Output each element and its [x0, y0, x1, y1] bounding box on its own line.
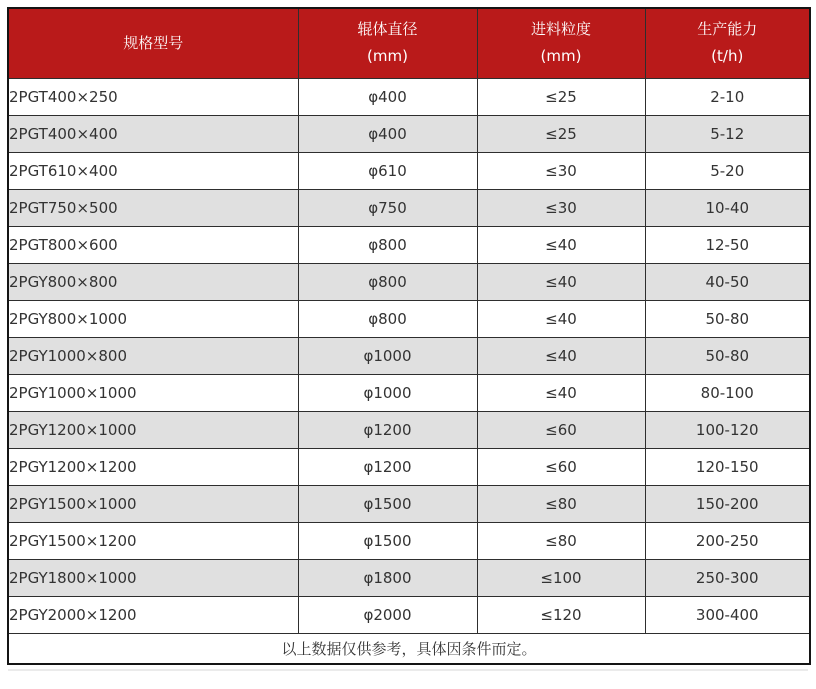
footnote-row — [8, 633, 810, 664]
header-row — [8, 8, 810, 78]
cell-model: 2PGY800×800 — [8, 263, 298, 300]
cell-capacity: 120-150 — [645, 448, 810, 485]
cell-model: 2PGT610×400 — [8, 152, 298, 189]
spec-table — [7, 7, 811, 665]
col-header-feed-size — [477, 8, 645, 78]
cell-capacity: 10-40 — [645, 189, 810, 226]
table-row — [8, 78, 810, 115]
cell-model: 2PGY1500×1000 — [8, 485, 298, 522]
cell-feed-size: ≤25 — [477, 78, 645, 115]
cell-diameter: φ1200 — [298, 448, 477, 485]
cell-diameter: φ400 — [298, 115, 477, 152]
cell-feed-size: ≤80 — [477, 485, 645, 522]
cell-feed-size: ≤30 — [477, 152, 645, 189]
table-row — [8, 189, 810, 226]
cell-capacity: 12-50 — [645, 226, 810, 263]
cell-capacity: 40-50 — [645, 263, 810, 300]
cell-diameter: φ1500 — [298, 522, 477, 559]
table-row — [8, 596, 810, 633]
col-header-diameter-title: 辊体直径 — [357, 20, 418, 39]
cell-diameter: φ2000 — [298, 596, 477, 633]
cell-feed-size: ≤25 — [477, 115, 645, 152]
cell-feed-size: ≤60 — [477, 411, 645, 448]
cell-diameter: φ800 — [298, 263, 477, 300]
col-header-capacity-title: 生产能力 — [697, 20, 758, 39]
cell-capacity: 50-80 — [645, 337, 810, 374]
col-header-model — [8, 8, 298, 78]
cell-diameter: φ400 — [298, 78, 477, 115]
cell-capacity: 200-250 — [645, 522, 810, 559]
cell-capacity: 2-10 — [645, 78, 810, 115]
cell-capacity: 5-20 — [645, 152, 810, 189]
cell-feed-size: ≤80 — [477, 522, 645, 559]
cell-feed-size: ≤100 — [477, 559, 645, 596]
table-row — [8, 411, 810, 448]
table-body — [8, 78, 810, 633]
cell-capacity: 50-80 — [645, 300, 810, 337]
cell-model: 2PGY1000×800 — [8, 337, 298, 374]
col-header-feed-size-unit: (mm) — [540, 47, 582, 66]
cell-model: 2PGY1000×1000 — [8, 374, 298, 411]
cell-capacity: 5-12 — [645, 115, 810, 152]
cell-model: 2PGT400×250 — [8, 78, 298, 115]
cell-feed-size: ≤40 — [477, 337, 645, 374]
cell-capacity: 100-120 — [645, 411, 810, 448]
table-row — [8, 337, 810, 374]
cell-feed-size: ≤60 — [477, 448, 645, 485]
table-header — [8, 8, 810, 78]
cell-diameter: φ800 — [298, 226, 477, 263]
footnote-text: 以上数据仅供参考，具体因条件而定。 — [8, 633, 810, 664]
cell-model: 2PGT400×400 — [8, 115, 298, 152]
table-row — [8, 300, 810, 337]
cell-feed-size: ≤30 — [477, 189, 645, 226]
cell-model: 2PGT800×600 — [8, 226, 298, 263]
table-row — [8, 374, 810, 411]
cell-feed-size: ≤120 — [477, 596, 645, 633]
table-row — [8, 522, 810, 559]
table-row — [8, 152, 810, 189]
cell-model: 2PGY1200×1000 — [8, 411, 298, 448]
cell-feed-size: ≤40 — [477, 374, 645, 411]
cell-feed-size: ≤40 — [477, 300, 645, 337]
cell-model: 2PGT750×500 — [8, 189, 298, 226]
cell-diameter: φ800 — [298, 300, 477, 337]
cell-model: 2PGY1200×1200 — [8, 448, 298, 485]
col-header-diameter — [298, 8, 477, 78]
col-header-model-title: 规格型号 — [123, 33, 184, 52]
cell-model: 2PGY1500×1200 — [8, 522, 298, 559]
cell-diameter: φ1000 — [298, 337, 477, 374]
cell-model: 2PGY1800×1000 — [8, 559, 298, 596]
cell-capacity: 80-100 — [645, 374, 810, 411]
table-row — [8, 263, 810, 300]
cell-feed-size: ≤40 — [477, 226, 645, 263]
cell-diameter: φ750 — [298, 189, 477, 226]
cell-capacity: 150-200 — [645, 485, 810, 522]
cell-feed-size: ≤40 — [477, 263, 645, 300]
bottom-shadow-divider — [8, 669, 808, 671]
table-row — [8, 115, 810, 152]
cell-diameter: φ1200 — [298, 411, 477, 448]
cell-diameter: φ610 — [298, 152, 477, 189]
cell-capacity: 250-300 — [645, 559, 810, 596]
cell-diameter: φ1000 — [298, 374, 477, 411]
cell-capacity: 300-400 — [645, 596, 810, 633]
cell-diameter: φ1800 — [298, 559, 477, 596]
col-header-feed-size-title: 进料粒度 — [530, 20, 591, 39]
col-header-capacity-unit: (t/h) — [711, 47, 744, 66]
table-row — [8, 485, 810, 522]
cell-model: 2PGY2000×1200 — [8, 596, 298, 633]
cell-model: 2PGY800×1000 — [8, 300, 298, 337]
table-row — [8, 448, 810, 485]
table-footer — [8, 633, 810, 664]
cell-diameter: φ1500 — [298, 485, 477, 522]
table-row — [8, 559, 810, 596]
col-header-diameter-unit: (mm) — [367, 47, 408, 66]
col-header-capacity — [645, 8, 810, 78]
table-row — [8, 226, 810, 263]
